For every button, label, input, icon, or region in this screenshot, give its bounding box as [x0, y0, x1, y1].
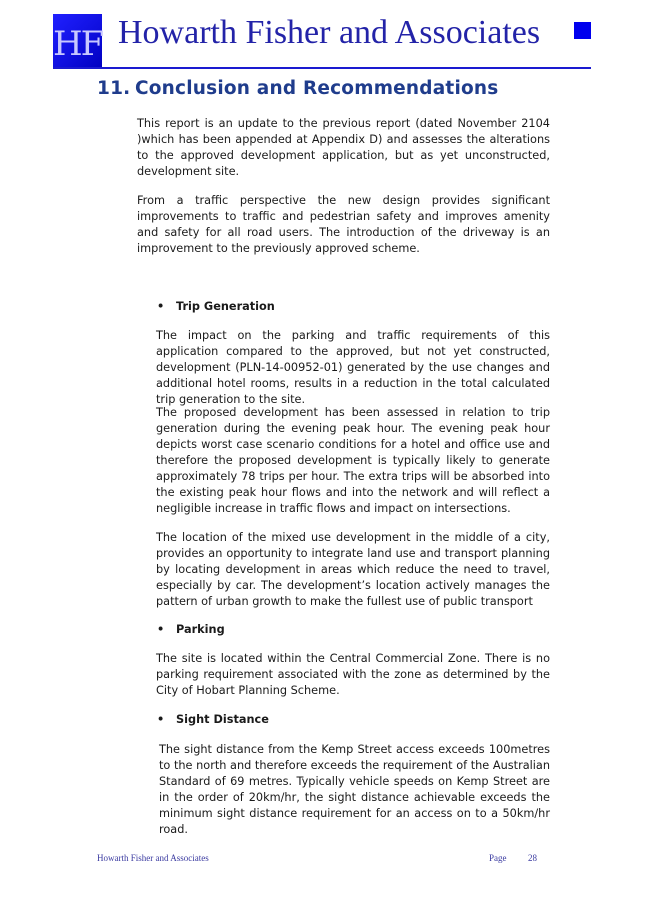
intro-paragraph-2: From a traffic perspective the new design provides significant improvements to traffic and pedestrian safety and improves amenity and safety for all road users. The introduction of the driveway is an improvement to the previously approved scheme.: [137, 194, 550, 255]
company-logo: [53, 14, 102, 68]
footer-page-number: 28: [528, 853, 537, 863]
bullet-label: Parking: [176, 623, 225, 636]
bullet-label: Sight Distance: [176, 713, 269, 726]
parking-paragraph: The site is located within the Central Commercial Zone. There is no parking requirement associated with the zone as determined by the City of Hobart Planning Scheme.: [156, 652, 550, 697]
section-title: Conclusion and Recommendations: [135, 78, 499, 99]
logo-monogram: HF: [53, 24, 103, 64]
bullet-dot: •: [157, 713, 165, 726]
sight-distance-paragraph: The sight distance from the Kemp Street access exceeds 100metres to the north and therefore exceeds the requirement of the Australian Standard of 69 metres. Typically vehicle speeds on Kemp Street are in the order of 20km/hr, the sight distance achievable exceeds the minimum sight distance requirement for an access on to a 50km/hr road.: [159, 743, 550, 836]
section-number: 11.: [97, 78, 131, 99]
trip-paragraph-2: The proposed development has been assessed in relation to trip generation during the evening peak hour. The evening peak hour depicts worst case scenario conditions for a hotel and office use and therefore the proposed development is typically likely to generate approximately 78 trips per hour. The extra trips will be absorbed into the existing peak hour flows and into the network and will reflect a negligible increase in traffic flows and impact on intersections.: [156, 406, 550, 515]
intro-paragraph-1: This report is an update to the previous report (dated November 2104 )which has been appended at Appendix D) and assesses the alterations to the approved development application, but as yet unconstructed, development site.: [137, 117, 550, 178]
section-heading: [97, 78, 499, 99]
bullet-label: Trip Generation: [176, 300, 275, 313]
header-rule: [53, 67, 591, 69]
bullet-dot: •: [157, 300, 165, 313]
footer-company: Howarth Fisher and Associates: [97, 853, 209, 863]
trip-paragraph-1: The impact on the parking and traffic requirements of this application compared to the approved, but not yet constructed, development (PLN-14-00952-01) generated by the use changes and additional hotel rooms, results in a reduction in the total calculated trip generation to the site.: [156, 329, 550, 406]
company-name: Howarth Fisher and Associates: [118, 14, 541, 51]
trip-paragraph-3: The location of the mixed use development in the middle of a city, provides an opportunity to integrate land use and transport planning by locating development in areas which reduce the need to travel, especially by car. The development’s location actively manages the pattern of urban growth to make the fullest use of public transport: [156, 531, 550, 608]
bullet-dot: •: [157, 623, 165, 636]
footer-page-label: Page: [489, 853, 507, 863]
header-square-decoration: [574, 22, 591, 39]
